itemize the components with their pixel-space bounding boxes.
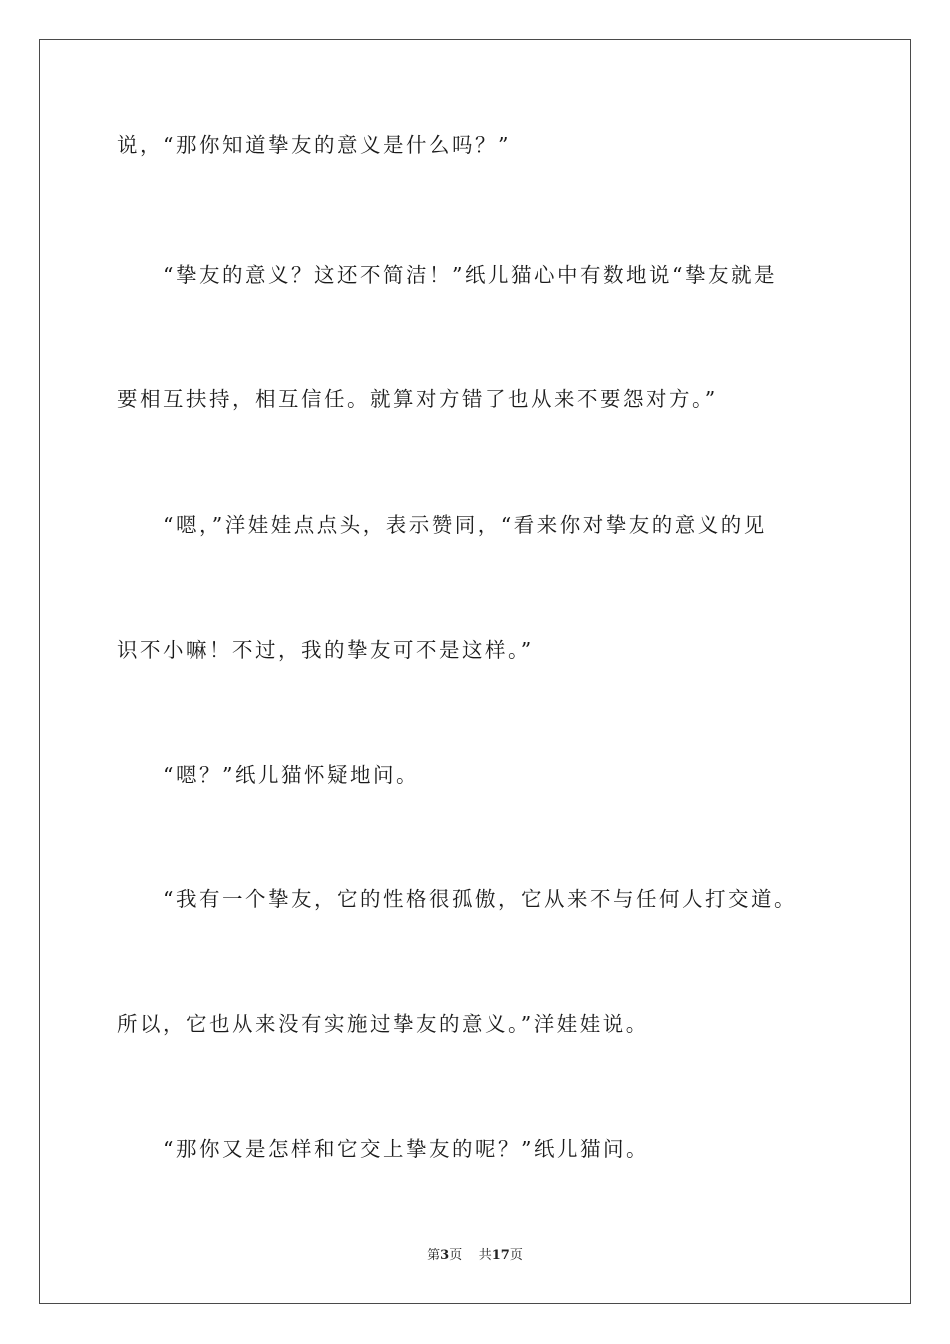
footer-page-prefix: 第 xyxy=(427,1248,441,1263)
footer-total-suffix: 页 xyxy=(509,1248,523,1263)
text-line: 要相互扶持，相互信任。就算对方错了也从来不要怨对方。” xyxy=(117,387,718,411)
text-line: “我有一个挚友，它的性格很孤傲，它从来不与任何人打交道。 xyxy=(117,887,797,911)
footer-page-number: 3 xyxy=(440,1248,450,1263)
text-line: “挚友的意义？这还不简洁！”纸儿猫心中有数地说“挚友就是 xyxy=(117,263,777,287)
text-line: 说，“那你知道挚友的意义是什么吗？” xyxy=(117,133,511,157)
footer-page-suffix: 页 xyxy=(449,1248,463,1263)
text-line: “嗯，”洋娃娃点点头，表示赞同，“看来你对挚友的意义的见 xyxy=(117,513,767,537)
page-border xyxy=(39,39,911,1304)
text-line: “那你又是怎样和它交上挚友的呢？”纸儿猫问。 xyxy=(117,1137,649,1161)
text-line: 所以，它也从来没有实施过挚友的意义。”洋娃娃说。 xyxy=(117,1012,649,1036)
footer-total-prefix: 共 xyxy=(478,1248,492,1263)
text-line: “嗯？”纸儿猫怀疑地问。 xyxy=(117,763,419,787)
page-footer xyxy=(0,1247,950,1265)
text-line: 识不小嘛！不过，我的挚友可不是这样。” xyxy=(117,638,534,662)
footer-total-pages: 17 xyxy=(491,1248,510,1263)
